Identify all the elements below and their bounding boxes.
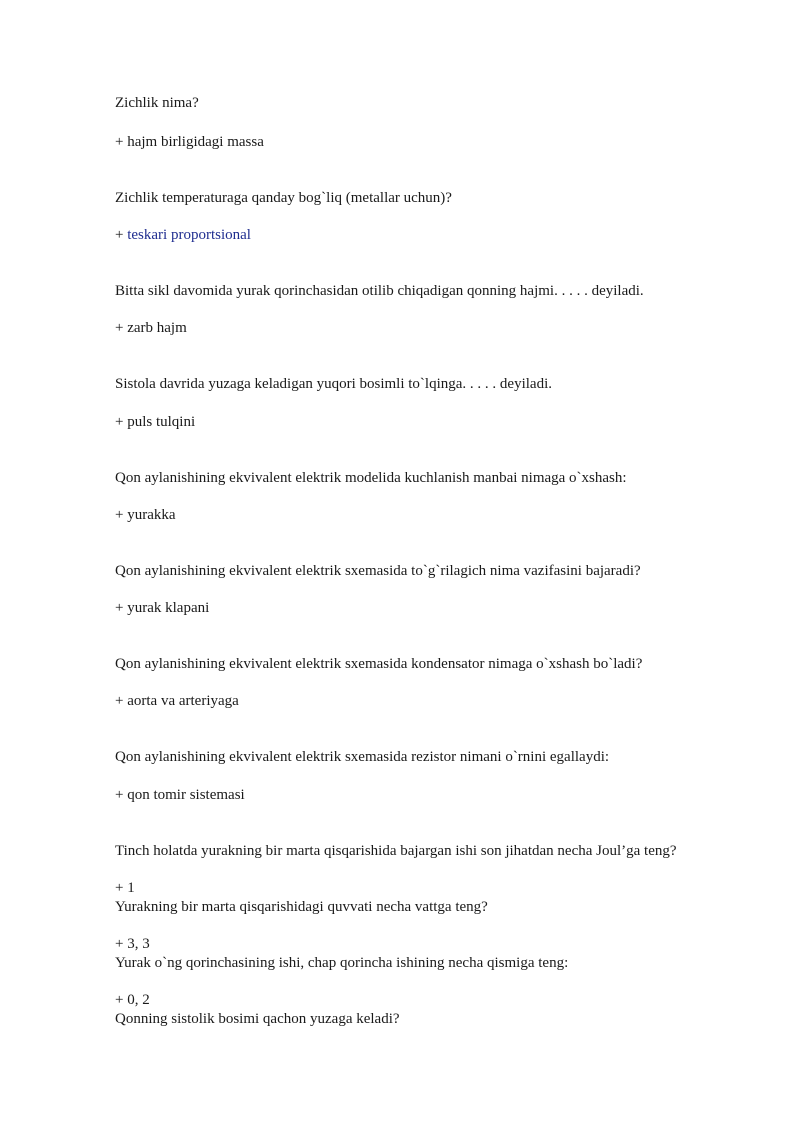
answer-marker: +	[115, 227, 128, 243]
answer-text: zarb hajm	[127, 320, 187, 336]
question-text: Qon aylanishining ekvivalent elektrik modelida kuchlanish manbai nimaga o`xshash:	[115, 470, 627, 486]
answer-line	[115, 935, 150, 953]
answer-line	[115, 413, 195, 431]
question-text: Qon aylanishining ekvivalent elektrik sxemasida kondensator nimaga o`xshash bo`ladi?	[115, 656, 643, 672]
answer-text: 3, 3	[127, 936, 150, 952]
answer-marker: +	[115, 787, 128, 803]
question-text: Qonning sistolik bosimi qachon yuzaga keladi?	[115, 1011, 400, 1027]
answer-text: hajm birligidagi massa	[127, 134, 264, 150]
answer-link[interactable]: teskari proportsional	[127, 227, 251, 243]
answer-line	[115, 879, 135, 897]
question-text: Qon aylanishining ekvivalent elektrik sxemasida rezistor nimani o`rnini egallaydi:	[115, 749, 610, 765]
answer-text: yurak klapani	[127, 600, 210, 616]
answer-marker: +	[115, 320, 128, 336]
answer-marker: +	[115, 936, 128, 952]
answer-line	[115, 786, 245, 804]
answer-line	[115, 991, 150, 1009]
answer-marker: +	[115, 693, 128, 709]
question-text: Zichlik temperaturaga qanday bog`liq (metallar uchun)?	[115, 190, 452, 206]
question-text: Yurak o`ng qorinchasining ishi, chap qorincha ishining necha qismiga teng:	[115, 955, 569, 971]
answer-line	[115, 319, 187, 337]
answer-marker: +	[115, 507, 128, 523]
question-text: Sistola davrida yuzaga keladigan yuqori bosimli to`lqinga. . . . . deyiladi.	[115, 376, 552, 392]
question-text: Bitta sikl davomida yurak qorinchasidan otilib chiqadigan qonning hajmi. . . . . deyiladi.	[115, 283, 644, 299]
answer-line	[115, 692, 239, 710]
answer-text: puls tulqini	[127, 414, 196, 430]
answer-text: yurakka	[127, 507, 176, 523]
answer-marker: +	[115, 880, 128, 896]
answer-line	[115, 599, 209, 617]
question-text: Tinch holatda yurakning bir marta qisqarishida bajargan ishi son jihatdan necha Joul’ga teng?	[115, 843, 677, 859]
answer-text: 0, 2	[127, 992, 150, 1008]
answer-line	[115, 506, 176, 524]
answer-line	[115, 133, 264, 151]
question-text: Qon aylanishining ekvivalent elektrik sxemasida to`g`rilagich nima vazifasini bajaradi?	[115, 563, 641, 579]
question-text: Yurakning bir marta qisqarishidagi quvvati necha vattga teng?	[115, 899, 488, 915]
answer-marker: +	[115, 134, 128, 150]
answer-line	[115, 226, 251, 244]
answer-marker: +	[115, 600, 128, 616]
answer-marker: +	[115, 414, 128, 430]
question-text: Zichlik nima?	[115, 95, 199, 111]
answer-text: qon tomir sistemasi	[127, 787, 245, 803]
answer-text: aorta va arteriyaga	[127, 693, 239, 709]
answer-text: 1	[127, 880, 135, 896]
answer-marker: +	[115, 992, 128, 1008]
